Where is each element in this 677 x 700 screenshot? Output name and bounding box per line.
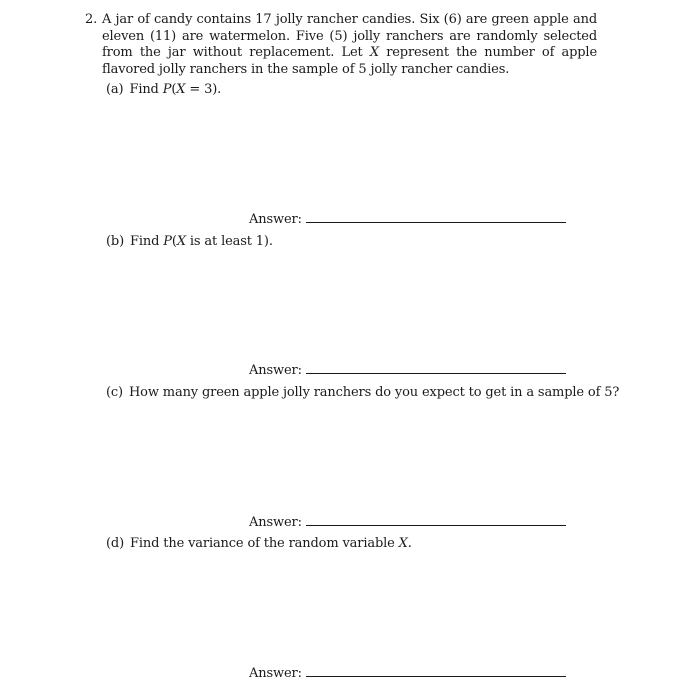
answer-line-d[interactable] [306,676,566,677]
answer-line-b[interactable] [306,373,566,374]
answer-line-a[interactable] [306,222,566,223]
part-b-question: Find P(X is at least 1). [130,234,273,249]
answer-label-a: Answer: [249,212,302,227]
part-b-label: (b) [106,234,125,249]
problem-number: 2. [85,12,98,27]
part-a-question: Find P(X = 3). [129,82,222,97]
part-d-question: Find the variance of the random variable X. [130,536,412,551]
part-c-label: (c) [106,385,123,400]
part-c-question: How many green apple jolly ranchers do you expect to get in a sample of 5? [128,385,620,400]
part-a [106,82,221,98]
answer-label-d: Answer: [249,666,302,681]
part-a-label: (a) [106,82,124,97]
problem-statement: A jar of candy contains 17 jolly rancher candies. Six (6) are green apple and eleven (11) are watermelon. Five (5) jolly ranchers are randomly selected from the jar without replacement. Let X represent the number of apple flavored jolly ranchers in the sample of 5 jolly rancher candies. [102,12,597,77]
part-d-label: (d) [106,536,125,551]
answer-line-c[interactable] [306,525,566,526]
part-c [106,385,619,401]
answer-label-c: Answer: [249,515,302,530]
problem-2 [85,12,597,78]
part-d [106,536,412,552]
part-b [106,234,273,250]
answer-label-b: Answer: [249,363,302,378]
